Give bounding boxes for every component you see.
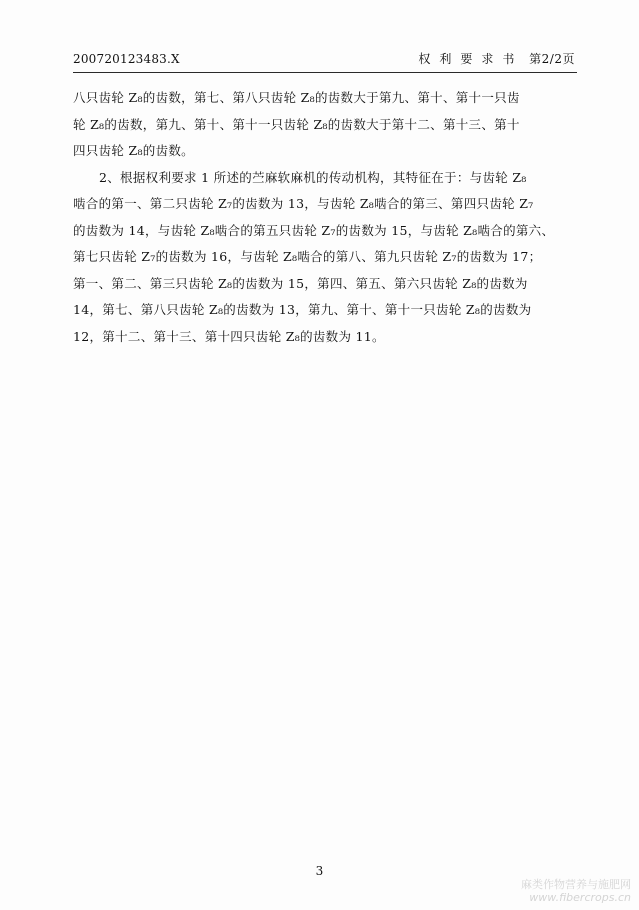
claim-text-line: 轮 Z₈的齿数，第九、第十、第十一只齿轮 Z₈的齿数大于第十二、第十三、第十 (73, 116, 520, 132)
page-indicator: 第2/2页 (529, 52, 575, 66)
page-number: 3 (315, 864, 324, 878)
claim-text-line: 14，第七、第八只齿轮 Z₈的齿数为 13，第九、第十、第十一只齿轮 Z₈的齿数为 (73, 302, 532, 317)
claim-2-first-line: 2、根据权利要求 1 所述的苎麻软麻机的传动机构，其特征在于：与齿轮 Z₈ (99, 169, 527, 185)
claim-text-line: 八只齿轮 Z₈的齿数，第七、第八只齿轮 Z₈的齿数大于第九、第十、第十一只齿 (73, 90, 520, 105)
page-header (73, 50, 575, 68)
claims-body (73, 85, 578, 350)
watermark-url: www.fibercrops.cn (529, 891, 631, 904)
claim-text-line: 第七只齿轮 Z₇的齿数为 16，与齿轮 Z₈啮合的第八、第九只齿轮 Z₇的齿数为 17； (73, 249, 542, 264)
document-type-label: 权利要求书 (418, 52, 524, 66)
claim-text-line: 啮合的第一、第二只齿轮 Z₇的齿数为 13，与齿轮 Z₈啮合的第三、第四只齿轮 Z₇ (73, 196, 534, 211)
claim-text-line: 的齿数为 14，与齿轮 Z₈啮合的第五只齿轮 Z₇的齿数为 15，与齿轮 Z₈啮合的第六、 (73, 222, 555, 238)
header-right (418, 50, 575, 68)
watermark-site-name: 麻类作物营养与施肥网 (521, 878, 631, 891)
claim-text-line: 12，第十二、第十三、第十四只齿轮 Z₈的齿数为 11。 (73, 328, 385, 344)
site-watermark (521, 878, 631, 904)
claim-text-line: 四只齿轮 Z₈的齿数。 (73, 143, 194, 158)
claim-text-line: 第一、第二、第三只齿轮 Z₈的齿数为 15，第四、第五、第六只齿轮 Z₈的齿数为 (73, 275, 528, 291)
application-number: 200720123483.X (73, 52, 180, 66)
header-divider (73, 72, 577, 73)
